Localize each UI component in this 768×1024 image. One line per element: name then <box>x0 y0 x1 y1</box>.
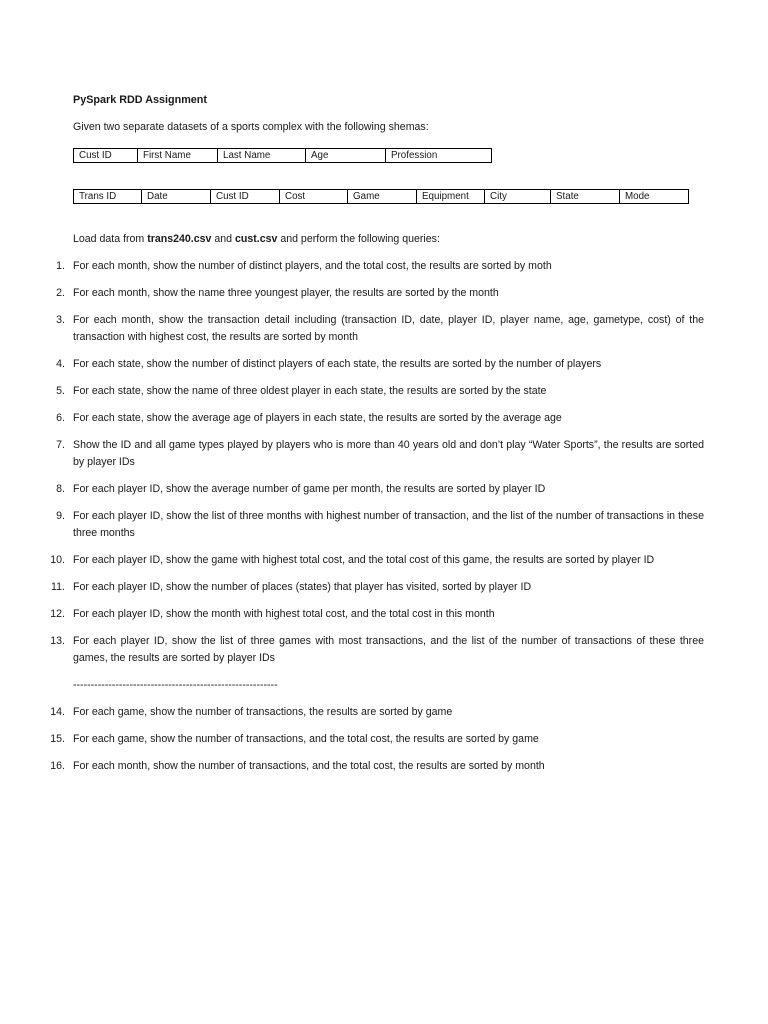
query-item <box>0 481 768 498</box>
cust-schema-row <box>74 149 492 163</box>
query-text: For each month, show the number of transactions, and the total cost, the results are sorted by month <box>73 760 545 772</box>
cust-schema-cell: First Name <box>138 149 218 163</box>
query-text: For each player ID, show the game with highest total cost, and the total cost of this game, the results are sorted by player ID <box>73 554 655 566</box>
query-text: For each state, show the average age of players in each state, the results are sorted by the average age <box>73 412 562 424</box>
query-text: For each player ID, show the number of places (states) that player has visited, sorted by player ID <box>73 581 532 593</box>
query-item <box>0 633 768 667</box>
query-number: 2. <box>56 287 65 299</box>
query-item <box>0 758 768 775</box>
query-text: For each player ID, show the list of three months with highest number of transaction, and the list of the number of transactions in these three months <box>73 510 704 539</box>
trans-schema-cell: Cost <box>280 190 348 204</box>
load-suffix: and perform the following queries: <box>277 233 440 245</box>
query-text: For each game, show the number of transactions, the results are sorted by game <box>73 706 453 718</box>
cust-schema-cell: Cust ID <box>74 149 138 163</box>
query-number: 11. <box>51 581 65 593</box>
query-item <box>0 508 768 542</box>
query-number: 15. <box>50 733 65 745</box>
load-instruction <box>73 231 440 248</box>
query-item <box>0 410 768 427</box>
trans-schema-cell: City <box>485 190 551 204</box>
separator-dashes: ---------------------------------------------------------- <box>73 679 278 691</box>
query-number: 8. <box>56 483 65 495</box>
query-number: 10. <box>50 554 65 566</box>
query-item <box>0 552 768 569</box>
trans-schema-cell: Equipment <box>417 190 485 204</box>
load-prefix: Load data from <box>73 233 148 245</box>
query-number: 7. <box>56 439 65 451</box>
cust-schema-table <box>73 148 492 163</box>
query-text: For each month, show the transaction detail including (transaction ID, date, player ID, player name, age, gametype, cost) of the transaction with highest cost, the results are sorted by month <box>73 314 704 343</box>
trans-schema-cell: Cust ID <box>211 190 280 204</box>
query-number: 12. <box>50 608 65 620</box>
query-list <box>0 258 768 785</box>
document-title: PySpark RDD Assignment <box>73 94 207 106</box>
cust-schema-cell: Age <box>306 149 386 163</box>
query-item <box>0 312 768 346</box>
query-item <box>0 606 768 623</box>
file-name-trans: trans240.csv <box>147 233 212 245</box>
query-number: 13. <box>50 635 65 647</box>
trans-schema-cell: Mode <box>620 190 689 204</box>
section-separator <box>0 677 768 694</box>
query-number: 1. <box>56 260 65 272</box>
query-item <box>0 437 768 471</box>
trans-schema-row <box>74 190 689 204</box>
query-text: For each game, show the number of transactions, and the total cost, the results are sorted by game <box>73 733 539 745</box>
query-number: 9. <box>56 510 65 522</box>
query-item <box>0 579 768 596</box>
query-text: For each player ID, show the month with highest total cost, and the total cost in this month <box>73 608 495 620</box>
trans-schema-cell: Trans ID <box>74 190 142 204</box>
query-number: 5. <box>56 385 65 397</box>
query-text: For each player ID, show the average number of game per month, the results are sorted by player ID <box>73 483 546 495</box>
trans-schema-cell: State <box>551 190 620 204</box>
load-middle: and <box>211 233 235 245</box>
intro-text: Given two separate datasets of a sports complex with the following shemas: <box>73 121 429 133</box>
trans-schema-cell: Date <box>142 190 211 204</box>
query-text: For each month, show the name three youngest player, the results are sorted by the month <box>73 287 499 299</box>
query-text: For each state, show the number of distinct players of each state, the results are sorted by the number of players <box>73 358 602 370</box>
query-number: 4. <box>56 358 65 370</box>
query-item <box>0 258 768 275</box>
query-item <box>0 731 768 748</box>
query-number: 6. <box>56 412 65 424</box>
query-text: For each month, show the number of distinct players, and the total cost, the results are sorted by moth <box>73 260 552 272</box>
trans-schema-cell: Game <box>348 190 417 204</box>
query-text: For each player ID, show the list of three games with most transactions, and the list of the number of transactions of these three games, the results are sorted by player IDs <box>73 635 704 664</box>
file-name-cust: cust.csv <box>234 233 278 245</box>
query-number: 16. <box>50 760 65 772</box>
cust-schema-cell: Last Name <box>218 149 306 163</box>
query-number: 3. <box>56 314 65 326</box>
query-item <box>0 383 768 400</box>
cust-schema-cell: Profession <box>386 149 492 163</box>
query-item <box>0 704 768 721</box>
trans-schema-table <box>73 189 689 204</box>
query-text: For each state, show the name of three oldest player in each state, the results are sorted by the state <box>73 385 547 397</box>
query-number: 14. <box>50 706 65 718</box>
query-item <box>0 356 768 373</box>
query-text: Show the ID and all game types played by players who is more than 40 years old and don’t play “Water Sports”, the results are sorted by player IDs <box>73 439 704 468</box>
query-item <box>0 285 768 302</box>
